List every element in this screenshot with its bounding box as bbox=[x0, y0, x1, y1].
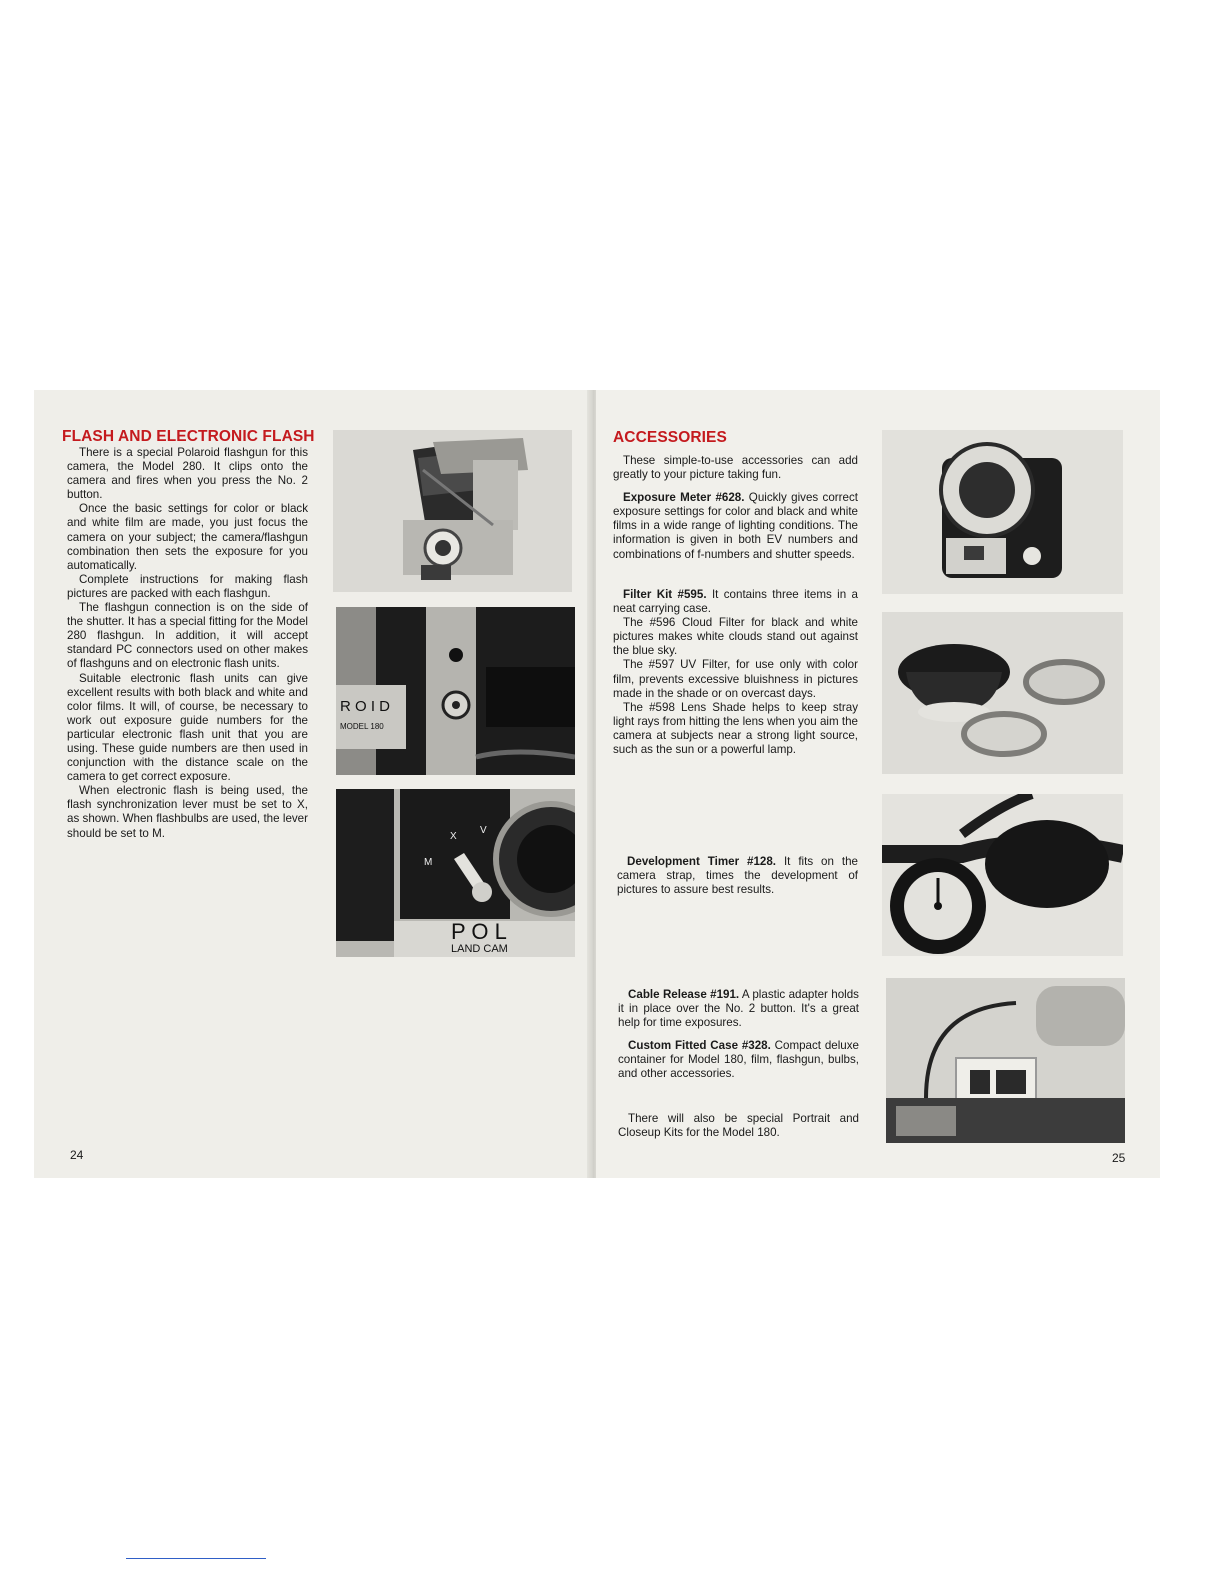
footer-rule bbox=[126, 1558, 266, 1559]
page-number-left: 24 bbox=[70, 1148, 84, 1162]
closing-paragraph: There will also be special Portrait and Closeup Kits for the Model 180. bbox=[618, 1112, 859, 1140]
booklet-spread bbox=[34, 390, 1160, 1178]
filter-kit-intro: It contains three items in a neat carrying case. bbox=[613, 588, 858, 616]
v-label: V bbox=[480, 825, 487, 836]
accessories-intro: These simple-to-use accessories can add greatly to your picture taking fun. bbox=[613, 454, 858, 482]
page-number-right: 25 bbox=[1112, 1151, 1126, 1165]
lens-shade-paragraph: The #598 Lens Shade helps to keep stray light rays from hitting the lens when you aim the camera at subjects near a strong light source, such as the sun or a powerful lamp. bbox=[613, 700, 858, 757]
filter-kit-text bbox=[613, 588, 858, 757]
shutter-side-photo bbox=[336, 607, 575, 775]
flash-text-column bbox=[67, 446, 308, 841]
accessories-heading: ACCESSORIES bbox=[613, 429, 727, 446]
model-text: MODEL 180 bbox=[340, 722, 384, 731]
right-page bbox=[596, 390, 1160, 1178]
filter-kit-title: Filter Kit #595. bbox=[623, 588, 707, 601]
cable-release-paragraph bbox=[618, 988, 859, 1030]
roid-text: R O I D bbox=[340, 698, 391, 715]
m-label: M bbox=[424, 857, 433, 868]
filter-kit-photo bbox=[882, 612, 1123, 774]
accessories-text-top bbox=[613, 454, 858, 562]
timer-body: It fits on the camera strap, times the development of pictures to assure best results. bbox=[617, 855, 858, 897]
cable-case-text bbox=[618, 988, 859, 1082]
exposure-meter-text: Quickly gives correct exposure settings for color and black and white films in a wide range of lighting conditions. The information is given in both EV numbers and combinations of f-numbers and shutter speeds. bbox=[613, 491, 858, 561]
flash-paragraph: Once the basic settings for color or black and white film are made, you just focus the camera on your subject; the camera/flashgun combination then sets the exposure for you automatically. bbox=[67, 502, 308, 572]
exposure-meter-title: Exposure Meter #628. bbox=[623, 491, 745, 505]
exposure-meter-photo bbox=[882, 430, 1123, 594]
land-cam-text: LAND CAM bbox=[451, 943, 508, 955]
pol-text: P O L bbox=[451, 919, 507, 944]
flash-paragraph: Complete instructions for making flash pictures are packed with each flashgun. bbox=[67, 572, 308, 600]
flash-paragraph: When electronic flash is being used, the flash synchronization lever must be set to X, as shown. When flashbulbs are used, the lever should be set to M. bbox=[67, 784, 308, 840]
cable-release-title: Cable Release #191. bbox=[628, 988, 740, 1001]
closing-text bbox=[618, 1112, 859, 1140]
flash-paragraph: The flashgun connection is on the side of the shutter. It has a special fitting for the Model 280 flashgun. In addition, it will accept standard PC connectors used on other makes of flashguns and on electronic flash units. bbox=[67, 601, 308, 671]
x-label: X bbox=[450, 831, 457, 842]
uv-filter-paragraph: The #597 UV Filter, for use only with color film, prevents excessive bluishness in pictures made in the shade or on overcast days. bbox=[613, 658, 858, 700]
sync-lever-photo bbox=[336, 789, 575, 957]
camera-flashgun-photo bbox=[333, 430, 572, 592]
fitted-case-text: Compact deluxe container for Model 180, film, flashgun, bulbs, and other accessories. bbox=[618, 1039, 859, 1081]
flash-heading: FLASH AND ELECTRONIC FLASH bbox=[62, 428, 315, 445]
left-page bbox=[34, 390, 590, 1178]
fitted-case-title: Custom Fitted Case #328. bbox=[628, 1039, 771, 1053]
timer-paragraph bbox=[617, 855, 858, 897]
timer-text bbox=[617, 855, 858, 897]
flash-paragraph: Suitable electronic flash units can give excellent results with both black and white and color films. It will, of course, be necessary to work out exposure guide numbers for the particular electronic flash unit that you are using. These guide numbers are then used in conjunction with the distance scale on the camera to get correct exposure. bbox=[67, 671, 308, 784]
timer-title: Development Timer #128. bbox=[627, 855, 777, 868]
cloud-filter-paragraph: The #596 Cloud Filter for black and white pictures makes white clouds stand out against the blue sky. bbox=[613, 616, 858, 658]
filter-kit-paragraph bbox=[613, 588, 858, 616]
cable-release-text: A plastic adapter holds it in place over the No. 2 button. It's a great help for time exposures. bbox=[618, 988, 859, 1030]
fitted-case-paragraph bbox=[618, 1039, 859, 1081]
exposure-meter-paragraph bbox=[613, 491, 858, 561]
flash-paragraph: There is a special Polaroid flashgun for this camera, the Model 280. It clips onto the camera and fires when you press the No. 2 button. bbox=[67, 446, 308, 502]
development-timer-photo bbox=[882, 794, 1123, 956]
cable-release-photo bbox=[886, 978, 1125, 1143]
